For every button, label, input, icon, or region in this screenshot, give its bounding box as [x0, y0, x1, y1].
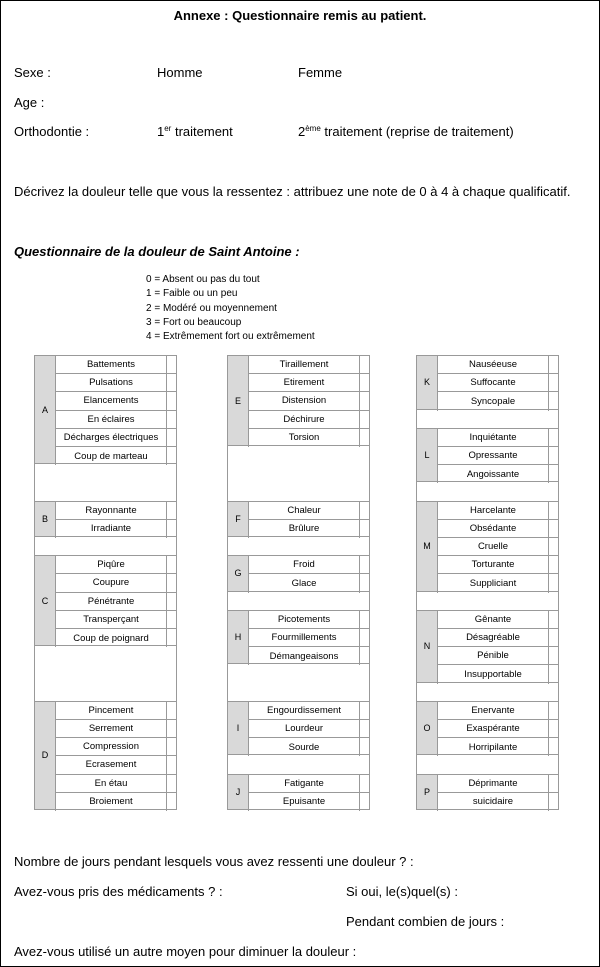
descriptor-row [248, 720, 369, 738]
descriptor-row [248, 502, 369, 520]
descriptor-label: Froid [249, 556, 360, 573]
group-letter: B [35, 502, 55, 536]
descriptor-row [437, 720, 558, 738]
descriptor-label: Lourdeur [249, 720, 360, 737]
rating-blank[interactable] [167, 429, 176, 446]
group-letter: I [228, 702, 248, 755]
rating-blank[interactable] [167, 502, 176, 519]
group-letter: F [228, 502, 248, 536]
descriptor-group-o [416, 701, 559, 756]
orthodontics-label: Orthodontie : [14, 124, 90, 139]
rating-blank[interactable] [360, 720, 369, 737]
descriptor-label: Irradiante [56, 520, 167, 538]
descriptor-group-l [416, 428, 559, 483]
descriptor-row [55, 447, 176, 465]
rating-blank[interactable] [360, 429, 369, 447]
descriptor-row [437, 793, 558, 811]
rating-blank[interactable] [167, 374, 176, 391]
rating-blank[interactable] [549, 665, 558, 683]
descriptor-row [437, 374, 558, 392]
descriptor-group-p [416, 774, 559, 810]
descriptor-label: Ecrasement [56, 756, 167, 773]
rating-blank[interactable] [167, 702, 176, 719]
descriptor-row [437, 392, 558, 410]
descriptor-group-k [416, 355, 559, 410]
descriptor-row [248, 574, 369, 592]
rating-blank[interactable] [167, 556, 176, 573]
descriptor-label: Insupportable [438, 665, 549, 683]
descriptor-row [437, 520, 558, 538]
rating-blank[interactable] [167, 775, 176, 792]
rating-blank[interactable] [360, 574, 369, 592]
group-letter: K [417, 356, 437, 409]
descriptor-row [55, 702, 176, 720]
descriptor-row [437, 429, 558, 447]
descriptor-label: Fatigante [249, 775, 360, 792]
descriptor-group-j [227, 774, 370, 810]
descriptor-label: En étau [56, 775, 167, 792]
descriptor-label: Inquiétante [438, 429, 549, 446]
descriptor-label: Horripilante [438, 738, 549, 756]
descriptor-row [437, 556, 558, 574]
rating-blank[interactable] [360, 793, 369, 811]
rating-blank[interactable] [360, 611, 369, 628]
rating-blank[interactable] [549, 629, 558, 646]
descriptor-row [248, 647, 369, 665]
descriptor-label: Elancements [56, 392, 167, 409]
rating-blank[interactable] [360, 738, 369, 756]
descriptor-row [55, 756, 176, 774]
rating-blank[interactable] [549, 374, 558, 391]
descriptor-group-e [227, 355, 370, 446]
descriptor-label: Opressante [438, 447, 549, 464]
group-letter: E [228, 356, 248, 445]
rating-blank[interactable] [167, 593, 176, 610]
group-letter: A [35, 356, 55, 463]
descriptor-label: Sourde [249, 738, 360, 756]
sex-option-female[interactable]: Femme [298, 65, 343, 80]
rating-blank[interactable] [549, 465, 558, 483]
scale-entry: 3 = Fort ou beaucoup [146, 316, 242, 328]
descriptor-label: Battements [56, 356, 167, 373]
rating-blank[interactable] [360, 502, 369, 519]
group-letter: G [228, 556, 248, 590]
ortho-option-second[interactable]: 2ème traitement (reprise de traitement) [298, 124, 514, 139]
group-letter: H [228, 611, 248, 664]
medication-which-label: Si oui, le(s)quel(s) : [346, 884, 458, 899]
descriptor-row [437, 775, 558, 793]
descriptor-row [437, 574, 558, 592]
descriptor-group-d [34, 701, 177, 810]
group-letter: P [417, 775, 437, 809]
descriptor-row [55, 793, 176, 811]
descriptor-label: Picotements [249, 611, 360, 628]
descriptor-group-i [227, 701, 370, 756]
pain-descriptor-table [34, 355, 559, 811]
descriptor-label: Tiraillement [249, 356, 360, 373]
rating-blank[interactable] [549, 775, 558, 792]
rating-blank[interactable] [549, 738, 558, 756]
descriptor-row [437, 629, 558, 647]
age-label: Age : [14, 95, 45, 110]
group-letter: M [417, 502, 437, 591]
descriptor-row [248, 520, 369, 538]
annex-title: Annexe : Questionnaire remis au patient. [173, 8, 427, 23]
descriptor-label: suicidaire [438, 793, 549, 811]
medication-question: Avez-vous pris des médicaments ? : [14, 884, 223, 899]
descriptor-row [55, 629, 176, 647]
descriptor-label: Pénétrante [56, 593, 167, 610]
descriptor-row [248, 556, 369, 574]
scale-entry: 4 = Extrêmement fort ou extrêmement [146, 331, 315, 343]
descriptor-label: Serrement [56, 720, 167, 737]
rating-scale-legend [146, 273, 315, 344]
descriptor-row [437, 538, 558, 556]
descriptor-label: Fourmillements [249, 629, 360, 646]
descriptor-row [55, 429, 176, 447]
rating-blank[interactable] [549, 720, 558, 737]
descriptor-group-c [34, 555, 177, 646]
descriptor-label: Enervante [438, 702, 549, 719]
descriptor-label: Pulsations [56, 374, 167, 391]
descriptor-label: Torturante [438, 556, 549, 573]
descriptor-row [437, 702, 558, 720]
descriptor-row [437, 665, 558, 683]
descriptor-label: Transperçant [56, 611, 167, 628]
descriptor-row [248, 738, 369, 756]
instruction-text: Décrivez la douleur telle que vous la ressentez : attribuez une note de 0 à 4 à chaque qualificatif. [14, 184, 571, 199]
rating-blank[interactable] [360, 356, 369, 373]
descriptor-label: Rayonnante [56, 502, 167, 519]
descriptor-group-n [416, 610, 559, 683]
rating-blank[interactable] [360, 374, 369, 391]
rating-blank[interactable] [360, 556, 369, 573]
descriptor-label: Chaleur [249, 502, 360, 519]
descriptor-row [248, 629, 369, 647]
descriptor-row [55, 502, 176, 520]
rating-blank[interactable] [167, 520, 176, 538]
descriptor-row [437, 502, 558, 520]
other-means-question: Avez-vous utilisé un autre moyen pour diminuer la douleur : [14, 944, 357, 959]
descriptor-row [55, 720, 176, 738]
descriptor-label: En éclaires [56, 411, 167, 428]
rating-blank[interactable] [549, 556, 558, 573]
rating-blank[interactable] [167, 392, 176, 409]
descriptor-row [248, 611, 369, 629]
descriptor-label: Nauséeuse [438, 356, 549, 373]
descriptor-group-f [227, 501, 370, 537]
descriptor-label: Compression [56, 738, 167, 755]
descriptor-label: Engourdissement [249, 702, 360, 719]
rating-blank[interactable] [167, 574, 176, 591]
rating-blank[interactable] [360, 520, 369, 538]
rating-blank[interactable] [167, 447, 176, 465]
descriptor-label: Décharges électriques [56, 429, 167, 446]
days-question: Nombre de jours pendant lesquels vous avez ressenti une douleur ? : [14, 854, 414, 869]
descriptor-row [248, 411, 369, 429]
scale-entry: 2 = Modéré ou moyennement [146, 302, 277, 314]
descriptor-row [248, 793, 369, 811]
descriptor-group-a [34, 355, 177, 464]
rating-blank[interactable] [167, 411, 176, 428]
descriptor-label: Etirement [249, 374, 360, 391]
descriptor-group-m [416, 501, 559, 592]
group-letter: C [35, 556, 55, 645]
rating-blank[interactable] [167, 738, 176, 755]
descriptor-row [55, 574, 176, 592]
rating-blank[interactable] [549, 520, 558, 537]
descriptor-label: Brûlure [249, 520, 360, 538]
descriptor-row [437, 465, 558, 483]
ortho-option-first[interactable]: 1er traitement [157, 124, 233, 139]
descriptor-row [55, 775, 176, 793]
rating-blank[interactable] [360, 775, 369, 792]
rating-blank[interactable] [360, 647, 369, 665]
rating-blank[interactable] [549, 647, 558, 664]
group-letter: D [35, 702, 55, 809]
rating-blank[interactable] [549, 502, 558, 519]
descriptor-row [55, 611, 176, 629]
descriptor-label: Cruelle [438, 538, 549, 555]
descriptor-row [437, 647, 558, 665]
group-letter: L [417, 429, 437, 482]
descriptor-row [437, 611, 558, 629]
descriptor-label: Pincement [56, 702, 167, 719]
descriptor-row [248, 429, 369, 447]
rating-blank[interactable] [549, 538, 558, 555]
descriptor-label: Glace [249, 574, 360, 592]
descriptor-label: Syncopale [438, 392, 549, 410]
descriptor-group-g [227, 555, 370, 591]
descriptor-label: Distension [249, 392, 360, 409]
descriptor-label: Piqûre [56, 556, 167, 573]
rating-blank[interactable] [167, 611, 176, 628]
descriptor-row [437, 738, 558, 756]
descriptor-row [248, 374, 369, 392]
group-letter: N [417, 611, 437, 682]
descriptor-group-b [34, 501, 177, 537]
rating-blank[interactable] [167, 793, 176, 811]
descriptor-label: Démangeaisons [249, 647, 360, 665]
descriptor-label: Exaspérante [438, 720, 549, 737]
descriptor-row [437, 356, 558, 374]
descriptor-label: Déprimante [438, 775, 549, 792]
rating-blank[interactable] [549, 793, 558, 811]
rating-blank[interactable] [167, 756, 176, 773]
descriptor-label: Obsédante [438, 520, 549, 537]
sex-option-male[interactable]: Homme [157, 65, 203, 80]
descriptor-label: Coup de poignard [56, 629, 167, 647]
descriptor-label: Angoissante [438, 465, 549, 483]
rating-blank[interactable] [360, 411, 369, 428]
descriptor-row [248, 392, 369, 410]
descriptor-row [55, 356, 176, 374]
descriptor-row [248, 702, 369, 720]
descriptor-row [55, 520, 176, 538]
descriptor-label: Suffocante [438, 374, 549, 391]
rating-blank[interactable] [167, 356, 176, 373]
group-letter: J [228, 775, 248, 809]
rating-blank[interactable] [549, 429, 558, 446]
scale-entry: 1 = Faible ou un peu [146, 288, 238, 300]
descriptor-row [248, 775, 369, 793]
rating-blank[interactable] [549, 356, 558, 373]
rating-blank[interactable] [549, 392, 558, 410]
questionnaire-title: Questionnaire de la douleur de Saint Antoine : [14, 244, 300, 259]
rating-blank[interactable] [167, 720, 176, 737]
rating-blank[interactable] [360, 702, 369, 719]
descriptor-row [437, 447, 558, 465]
rating-blank[interactable] [549, 447, 558, 464]
descriptor-row [55, 392, 176, 410]
descriptor-label: Coupure [56, 574, 167, 591]
descriptor-label: Harcelante [438, 502, 549, 519]
rating-blank[interactable] [549, 611, 558, 628]
sex-label: Sexe : [14, 65, 51, 80]
rating-blank[interactable] [549, 702, 558, 719]
rating-blank[interactable] [167, 629, 176, 647]
descriptor-label: Broiement [56, 793, 167, 811]
descriptor-label: Gênante [438, 611, 549, 628]
group-letter: O [417, 702, 437, 755]
descriptor-row [55, 556, 176, 574]
rating-blank[interactable] [549, 574, 558, 592]
descriptor-label: Epuisante [249, 793, 360, 811]
descriptor-label: Pénible [438, 647, 549, 664]
descriptor-row [55, 374, 176, 392]
rating-blank[interactable] [360, 629, 369, 646]
medication-days-label: Pendant combien de jours : [346, 914, 505, 929]
descriptor-row [55, 593, 176, 611]
descriptor-label: Suppliciant [438, 574, 549, 592]
rating-blank[interactable] [360, 392, 369, 409]
descriptor-label: Désagréable [438, 629, 549, 646]
descriptor-label: Torsion [249, 429, 360, 447]
descriptor-group-h [227, 610, 370, 665]
scale-entry: 0 = Absent ou pas du tout [146, 274, 260, 285]
descriptor-label: Coup de marteau [56, 447, 167, 465]
descriptor-row [55, 411, 176, 429]
descriptor-row [55, 738, 176, 756]
descriptor-row [248, 356, 369, 374]
descriptor-label: Déchirure [249, 411, 360, 428]
